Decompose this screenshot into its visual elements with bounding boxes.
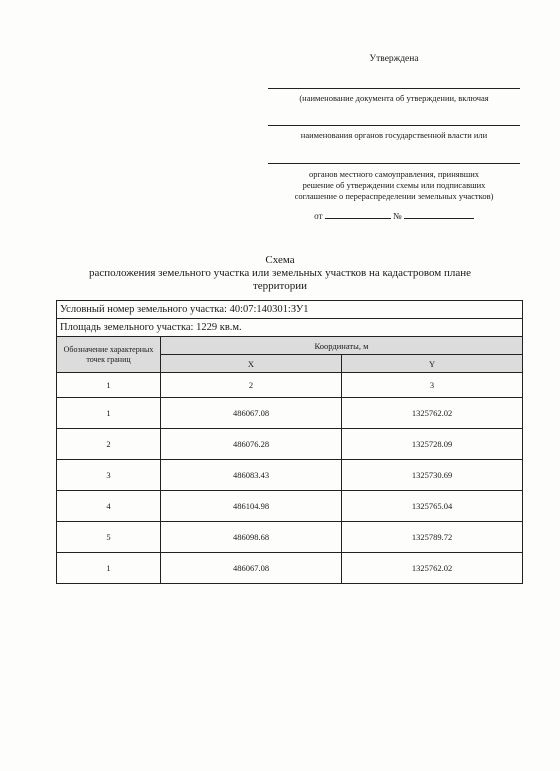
col-num-3: 3 bbox=[342, 373, 523, 398]
table-row bbox=[57, 553, 523, 584]
x-cell: 486067.08 bbox=[161, 553, 342, 584]
y-cell: 1325730.69 bbox=[342, 460, 523, 491]
col-num-1: 1 bbox=[57, 373, 161, 398]
point-cell: 1 bbox=[57, 553, 161, 584]
x-cell: 486104.98 bbox=[161, 491, 342, 522]
point-cell: 1 bbox=[57, 398, 161, 429]
x-cell: 486076.28 bbox=[161, 429, 342, 460]
header-point: Обозначение характерных точек границ bbox=[57, 337, 161, 373]
table-row bbox=[57, 398, 523, 429]
y-cell: 1325765.04 bbox=[342, 491, 523, 522]
approval-caption-3b: решение об утверждении схемы или подписавших bbox=[302, 180, 486, 190]
x-cell: 486098.68 bbox=[161, 522, 342, 553]
header-x: X bbox=[161, 355, 342, 373]
approval-caption-2: наименования органов государственной власти или bbox=[300, 130, 488, 140]
col-num-2: 2 bbox=[161, 373, 342, 398]
approval-caption-1: (наименование документа об утверждении, включая bbox=[299, 93, 489, 103]
y-cell: 1325762.02 bbox=[342, 398, 523, 429]
number-prefix: № bbox=[392, 211, 402, 221]
approval-blank-line-2 bbox=[268, 125, 520, 126]
point-cell: 2 bbox=[57, 429, 161, 460]
y-cell: 1325762.02 bbox=[342, 553, 523, 584]
column-number-row bbox=[57, 373, 523, 398]
plot-area: Площадь земельного участка: 1229 кв.м. bbox=[57, 319, 523, 337]
number-blank bbox=[404, 210, 474, 219]
approved-heading: Утверждена bbox=[369, 54, 419, 64]
scheme-subtitle-cont: территории bbox=[252, 280, 307, 292]
approval-blank-line-1 bbox=[268, 88, 520, 89]
coordinates-table bbox=[56, 300, 523, 584]
y-cell: 1325728.09 bbox=[342, 429, 523, 460]
x-cell: 486067.08 bbox=[161, 398, 342, 429]
scheme-title: Схема bbox=[265, 254, 295, 266]
header-y: Y bbox=[342, 355, 523, 373]
point-cell: 3 bbox=[57, 460, 161, 491]
approval-blank-line-3 bbox=[268, 163, 520, 164]
approval-caption-3c: соглашение о перераспределении земельных участков) bbox=[294, 191, 494, 201]
x-cell: 486083.43 bbox=[161, 460, 342, 491]
table-row bbox=[57, 522, 523, 553]
table-row bbox=[57, 491, 523, 522]
date-blank bbox=[325, 210, 391, 219]
table-row bbox=[57, 429, 523, 460]
table-row bbox=[57, 460, 523, 491]
point-cell: 5 bbox=[57, 522, 161, 553]
date-prefix: от bbox=[314, 211, 323, 221]
y-cell: 1325789.72 bbox=[342, 522, 523, 553]
date-number-line bbox=[268, 210, 520, 221]
point-cell: 4 bbox=[57, 491, 161, 522]
conditional-number: Условный номер земельного участка: 40:07:140301:ЗУ1 bbox=[57, 301, 523, 319]
header-coordinates: Координаты, м bbox=[161, 337, 523, 355]
scheme-subtitle: расположения земельного участка или земельных участков на кадастровом плане bbox=[89, 267, 471, 279]
approval-caption-3a: органов местного самоуправления, принявших bbox=[308, 169, 480, 179]
